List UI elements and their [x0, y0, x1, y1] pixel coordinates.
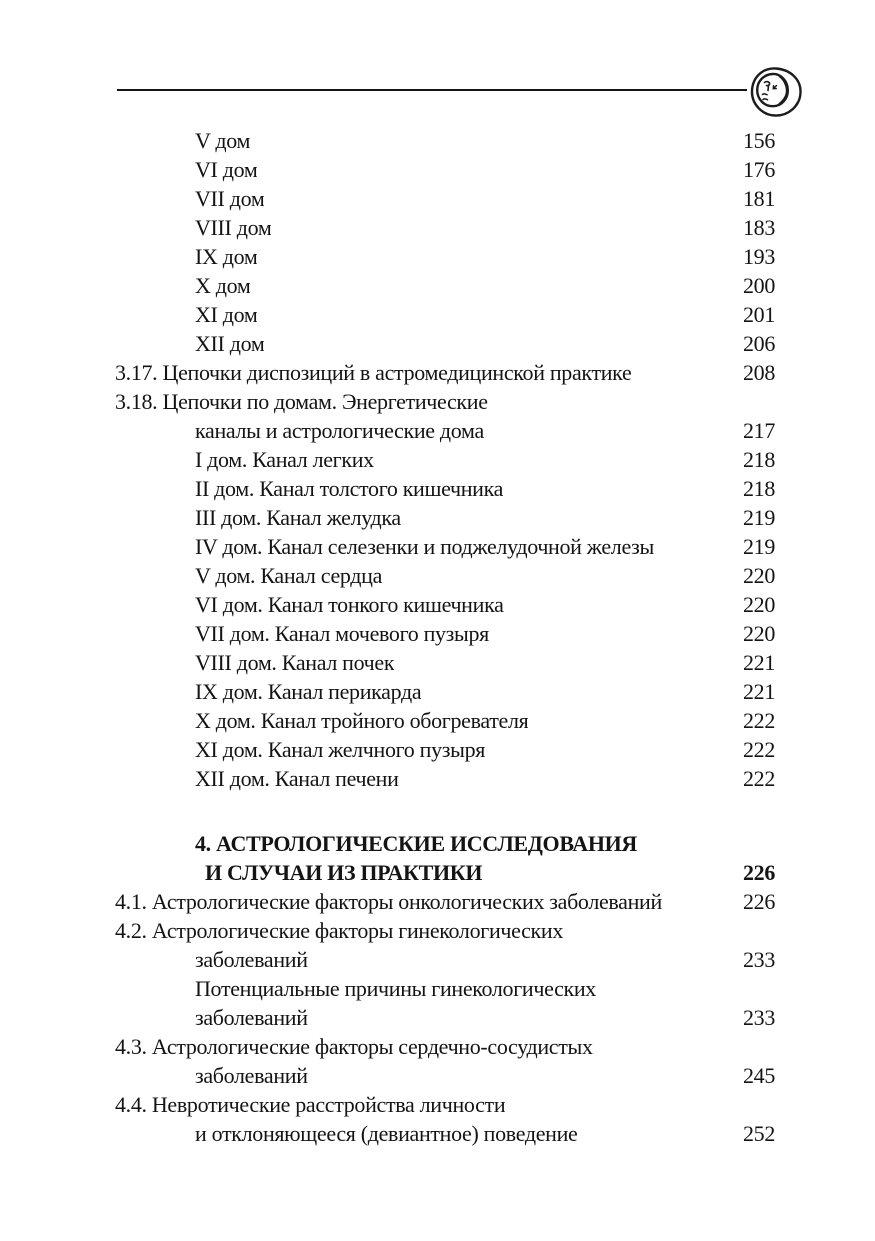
toc-entry-page: 183 [742, 215, 775, 240]
toc-row [115, 126, 775, 155]
toc-row [115, 213, 775, 242]
toc-entry-page: 233 [742, 1005, 775, 1030]
toc-entry-text: каналы и астрологические дома [195, 418, 484, 443]
toc-row [115, 945, 775, 974]
toc-entry-text: 3.18. Цепочки по домам. Энергетические [115, 389, 488, 414]
toc-row [115, 416, 775, 445]
toc-row [115, 532, 775, 561]
toc-entry-text: VI дом. Канал тонкого кишечника [195, 592, 504, 617]
toc-row [115, 1032, 775, 1061]
toc-row [115, 358, 775, 387]
toc-entry-text: X дом. Канал тройного обогревателя [195, 708, 529, 733]
toc-row [115, 619, 775, 648]
toc-row [115, 561, 775, 590]
toc-entry-text: XII дом [195, 331, 265, 356]
toc-entry-text: 3.17. Цепочки диспозиций в астромедицинской практике [115, 360, 632, 385]
toc-entry-page: 217 [742, 418, 775, 443]
toc-row [115, 1003, 775, 1032]
toc-entry-page: 220 [742, 592, 775, 617]
toc-entry-text: XI дом [195, 302, 258, 327]
toc-entry-page: 206 [742, 331, 775, 356]
toc-row [115, 271, 775, 300]
toc-row [115, 858, 775, 887]
toc-entry-text: 4.2. Астрологические факторы гинекологических [115, 918, 564, 943]
toc-entry-text: заболеваний [195, 1005, 308, 1030]
toc-entry-text: и отклоняющееся (девиантное) поведение [195, 1121, 578, 1146]
toc-row [115, 445, 775, 474]
header-divider [117, 89, 747, 91]
toc-entry-text: 4.1. Астрологические факторы онкологических заболеваний [115, 889, 662, 914]
toc-entry-text: Потенциальные причины гинекологических [195, 976, 596, 1001]
toc-entry-text: И СЛУЧАИ ИЗ ПРАКТИКИ [205, 860, 483, 885]
toc-row [115, 1119, 775, 1148]
toc-entry-page: 219 [742, 505, 775, 530]
toc-row [115, 1061, 775, 1090]
toc-entry-page: 226 [742, 860, 775, 885]
toc-row [115, 300, 775, 329]
toc-entry-page: 222 [742, 737, 775, 762]
toc-entry-text: 4. АСТРОЛОГИЧЕСКИЕ ИССЛЕДОВАНИЯ [195, 831, 637, 856]
toc-entry-page: 221 [742, 679, 775, 704]
toc-entry-page: 218 [742, 447, 775, 472]
toc-entry-page: 193 [742, 244, 775, 269]
toc-entry-page: 208 [742, 360, 775, 385]
toc-row [115, 916, 775, 945]
toc-row [115, 242, 775, 271]
toc-row [115, 184, 775, 213]
toc-entry-text: II дом. Канал толстого кишечника [195, 476, 504, 501]
toc-row [115, 829, 775, 858]
toc-entry-page: 201 [742, 302, 775, 327]
toc-entry-text: I дом. Канал легких [195, 447, 374, 472]
toc-entry-text: XII дом. Канал печени [195, 766, 399, 791]
toc-entry-text: X дом [195, 273, 251, 298]
toc-entry-text: III дом. Канал желудка [195, 505, 401, 530]
toc-entry-page: 176 [742, 157, 775, 182]
toc-entry-page: 226 [742, 889, 775, 914]
toc-entry-page: 219 [742, 534, 775, 559]
toc-row [115, 648, 775, 677]
toc-row [115, 706, 775, 735]
crescent-moon-stamp-icon [749, 66, 803, 118]
toc-list [115, 126, 775, 1148]
toc-row [115, 329, 775, 358]
toc-entry-text: 4.3. Астрологические факторы сердечно-сосудистых [115, 1034, 593, 1059]
toc-entry-page: 220 [742, 621, 775, 646]
toc-row [115, 1090, 775, 1119]
toc-entry-text: V дом [195, 128, 251, 153]
toc-entry-text: заболеваний [195, 947, 308, 972]
toc-entry-text: IX дом. Канал перикарда [195, 679, 422, 704]
toc-entry-text: VII дом. Канал мочевого пузыря [195, 621, 489, 646]
toc-entry-page: 200 [742, 273, 775, 298]
toc-entry-text: 4.4. Невротические расстройства личности [115, 1092, 506, 1117]
toc-entry-page: 220 [742, 563, 775, 588]
toc-entry-text: IV дом. Канал селезенки и поджелудочной железы [195, 534, 654, 559]
toc-entry-text: VIII дом. Канал почек [195, 650, 395, 675]
toc-entry-page: 252 [742, 1121, 775, 1146]
toc-row [115, 155, 775, 184]
toc-row [115, 974, 775, 1003]
toc-row [115, 474, 775, 503]
toc-entry-page: 222 [742, 766, 775, 791]
toc-entry-text: IX дом [195, 244, 258, 269]
toc-entry-page: 222 [742, 708, 775, 733]
toc-entry-text: VII дом [195, 186, 265, 211]
toc-entry-text: VIII дом [195, 215, 272, 240]
toc-entry-text: XI дом. Канал желчного пузыря [195, 737, 486, 762]
toc-row [115, 735, 775, 764]
toc-row [115, 887, 775, 916]
toc-row [115, 387, 775, 416]
toc-entry-page: 221 [742, 650, 775, 675]
toc-row [115, 503, 775, 532]
toc-entry-page: 181 [742, 186, 775, 211]
toc-entry-page: 156 [742, 128, 775, 153]
toc-row [115, 677, 775, 706]
toc-entry-text: заболеваний [195, 1063, 308, 1088]
toc-entry-text: VI дом [195, 157, 258, 182]
toc-entry-page: 233 [742, 947, 775, 972]
toc-entry-page: 218 [742, 476, 775, 501]
toc-entry-page: 245 [742, 1063, 775, 1088]
toc-row [115, 590, 775, 619]
toc-row [115, 764, 775, 793]
toc-entry-text: V дом. Канал сердца [195, 563, 383, 588]
